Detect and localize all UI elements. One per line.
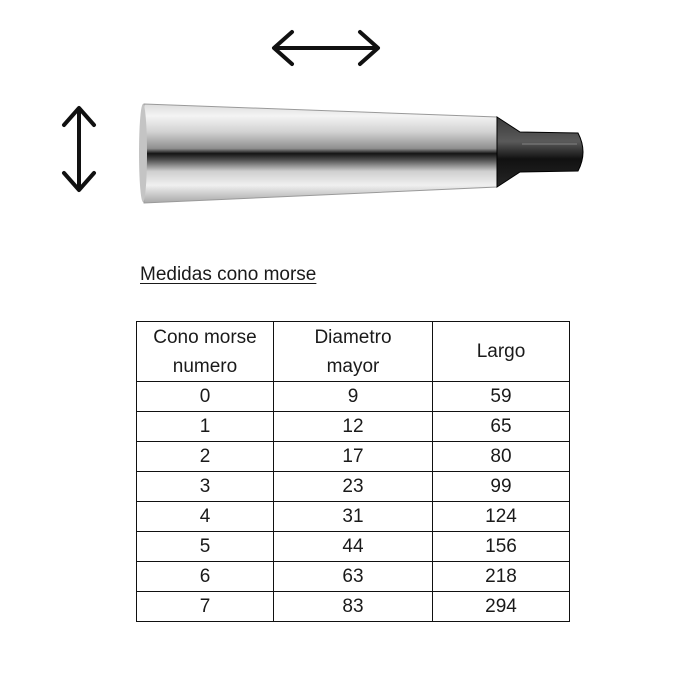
cell-diametro: 31 [274,502,433,532]
header-diametro-mayor [274,322,433,382]
header-cono-morse-numero [137,322,274,382]
taper-tang [497,117,583,187]
table-row [137,382,570,412]
header-text: Diametro mayor [314,326,392,377]
cell-largo: 218 [433,562,570,592]
morse-taper-table [136,321,570,622]
cell-diametro: 12 [274,412,433,442]
cell-numero: 6 [137,562,274,592]
horizontal-double-arrow-icon [274,32,378,64]
cell-largo: 124 [433,502,570,532]
taper-shank [141,104,497,203]
table-caption: Medidas cono morse [140,264,317,285]
cell-largo: 65 [433,412,570,442]
table-row [137,412,570,442]
cell-largo: 156 [433,532,570,562]
table-row [137,592,570,622]
cell-largo: 294 [433,592,570,622]
cell-diametro: 44 [274,532,433,562]
cell-numero: 0 [137,382,274,412]
cell-largo: 80 [433,442,570,472]
cell-diametro: 83 [274,592,433,622]
table-row [137,442,570,472]
cell-diametro: 17 [274,442,433,472]
cell-diametro: 63 [274,562,433,592]
cell-diametro: 9 [274,382,433,412]
table-row [137,472,570,502]
table-row [137,502,570,532]
cell-largo: 99 [433,472,570,502]
header-text: Largo [476,341,526,362]
table-row [137,562,570,592]
cell-numero: 1 [137,412,274,442]
header-text: Cono morse numero [153,326,257,377]
table-row [137,532,570,562]
cell-largo: 59 [433,382,570,412]
cell-numero: 5 [137,532,274,562]
cell-diametro: 23 [274,472,433,502]
cell-numero: 3 [137,472,274,502]
header-largo [433,322,570,382]
cell-numero: 7 [137,592,274,622]
taper-shank-end [139,104,147,202]
table-header-row [137,322,570,382]
cell-numero: 2 [137,442,274,472]
cell-numero: 4 [137,502,274,532]
morse-taper-illustration [0,0,700,250]
vertical-double-arrow-icon [64,108,94,190]
